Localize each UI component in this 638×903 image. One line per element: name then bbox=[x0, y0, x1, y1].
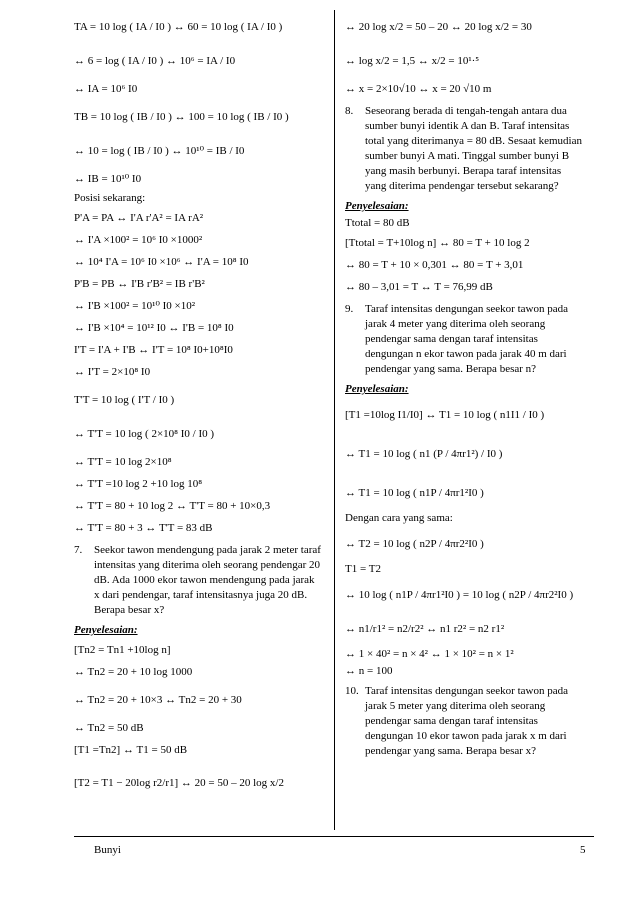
question-10 bbox=[345, 684, 585, 759]
equation-line: ↔ I'B ×100² = 10¹⁰ I0 ×10² bbox=[74, 300, 196, 312]
equation-line: TA = 10 log ( IA / I0 ) ↔ 60 = 10 log ( IA / I0 ) bbox=[74, 21, 283, 33]
equation-line: Dengan cara yang sama: bbox=[345, 512, 453, 524]
question-number: 10. bbox=[345, 685, 359, 697]
question-text: Seekor tawon mendengung pada jarak 2 meter taraf intensitas yang diterima oleh seorang pendengar 20 dB. Ada 1000 ekor tawon mendengung pada jarak x dari pendengar, taraf intensitasnya juga 20 dB. Berapa besar x? bbox=[94, 544, 321, 616]
equation-line: ↔ 80 – 3,01 = T ↔ T = 76,99 dB bbox=[345, 281, 493, 293]
equation-line: ↔ T'T = 10 log ( 2×10⁸ I0 / I0 ) bbox=[74, 428, 215, 440]
equation-line: ↔ 10 log ( n1P / 4πr1²I0 ) = 10 log ( n2P / 4πr2²I0 ) bbox=[345, 589, 574, 601]
equation-line: [Ttotal = T+10log n] ↔ 80 = T + 10 log 2 bbox=[345, 237, 530, 249]
equation-line: [T1 =10log I1/I0] ↔ T1 = 10 log ( n1I1 / I0 ) bbox=[345, 409, 545, 421]
equation-line: ↔ Tn2 = 50 dB bbox=[74, 722, 144, 734]
equation-line: ↔ 1 × 40² = n × 4² ↔ 1 × 10² = n × 1² bbox=[345, 648, 514, 660]
equation-line: ↔ I'B ×10⁴ = 10¹² I0 ↔ I'B = 10⁸ I0 bbox=[74, 322, 234, 334]
equation-line: ↔ 20 log x/2 = 50 – 20 ↔ 20 log x/2 = 30 bbox=[345, 21, 532, 33]
equation-line: T1 = T2 bbox=[345, 563, 381, 575]
equation-line: ↔ IB = 10¹⁰ I0 bbox=[74, 173, 142, 185]
question-text: Taraf intensitas dengungan seekor tawon pada jarak 4 meter yang diterima oleh seorang pendengar sama dengan taraf intensitas dengungan n ekor tawon pada jarak 40 m dari pendengar yang sama. Berapa besar n? bbox=[365, 303, 568, 375]
equation-line: ↔ x = 2×10√10 ↔ x = 20 √10 m bbox=[345, 83, 492, 95]
column-divider bbox=[334, 10, 335, 830]
right-column bbox=[345, 10, 585, 763]
equation-line: ↔ T'T = 80 + 3 ↔ T'T = 83 dB bbox=[74, 522, 213, 534]
equation-line: ↔ n = 100 bbox=[345, 665, 393, 677]
equation-line: ↔ T'T =10 log 2 +10 log 10⁸ bbox=[74, 478, 203, 490]
question-number: 9. bbox=[345, 303, 354, 315]
equation-line: [T1 =Tn2] ↔ T1 = 50 dB bbox=[74, 744, 188, 756]
equation-line: P'A = PA ↔ I'A r'A² = IA rA² bbox=[74, 212, 204, 224]
equation-line: I'T = I'A + I'B ↔ I'T = 10⁸ I0+10⁸I0 bbox=[74, 344, 233, 356]
question-number: 8. bbox=[345, 105, 354, 117]
equation-line: Penyelesaian: bbox=[74, 624, 138, 636]
equation-line: ↔ T1 = 10 log ( n1P / 4πr1²I0 ) bbox=[345, 487, 484, 499]
left-column bbox=[74, 10, 324, 805]
equation-line: TB = 10 log ( IB / I0 ) ↔ 100 = 10 log ( IB / I0 ) bbox=[74, 111, 289, 123]
solution-8 bbox=[345, 198, 585, 298]
equation-line: P'B = PB ↔ I'B r'B² = IB r'B² bbox=[74, 278, 205, 290]
equation-line: ↔ Tn2 = 20 + 10×3 ↔ Tn2 = 20 + 30 bbox=[74, 694, 242, 706]
footer-rule bbox=[74, 836, 594, 837]
equation-line: ↔ T'T = 80 + 10 log 2 ↔ T'T = 80 + 10×0,3 bbox=[74, 500, 271, 512]
right-equations bbox=[345, 10, 585, 100]
question-8 bbox=[345, 104, 585, 194]
page-number: 5 bbox=[580, 844, 586, 856]
equation-line: ↔ 80 = T + 10 × 0,301 ↔ 80 = T + 3,01 bbox=[345, 259, 524, 271]
question-7 bbox=[74, 543, 324, 618]
equation-line: ↔ 6 = log ( IA / I0 ) ↔ 10⁶ = IA / I0 bbox=[74, 55, 236, 67]
equation-line: T'T = 10 log ( I'T / I0 ) bbox=[74, 394, 175, 406]
solution-9 bbox=[345, 381, 585, 680]
equation-line: [Tn2 = Tn1 +10log n] bbox=[74, 644, 171, 656]
question-text: Taraf intensitas dengungan seekor tawon pada jarak 5 meter yang diterima oleh seorang pendengar sama dengan taraf intensitas dengungan 10 ekor tawon pada jarak x m dari pendengar yang sama. Berapa besar x? bbox=[365, 685, 568, 757]
equation-line: ↔ T2 = 10 log ( n2P / 4πr2²I0 ) bbox=[345, 538, 484, 550]
equation-line: ↔ Tn2 = 20 + 10 log 1000 bbox=[74, 666, 193, 678]
equation-line: ↔ T1 = 10 log ( n1 (P / 4πr1²) / I0 ) bbox=[345, 448, 503, 460]
question-text: Seseorang berada di tengah-tengah antara dua sumber bunyi identik A dan B. Taraf intensitas total yang diterimanya = 80 dB. Sesaat kemudian sumber bunyi A mati. Tinggal sumber bunyi B yang masih berbunyi. Berapa taraf intensitas yang diterima pendengar tersebut sekarang? bbox=[365, 105, 582, 192]
equation-line: ↔ 10⁴ I'A = 10⁶ I0 ×10⁶ ↔ I'A = 10⁸ I0 bbox=[74, 256, 249, 268]
question-9 bbox=[345, 302, 585, 377]
equation-line: Posisi sekarang: bbox=[74, 192, 146, 204]
equation-line: ↔ IA = 10⁶ I0 bbox=[74, 83, 138, 95]
equation-line: [T2 = T1 − 20log r2/r1] ↔ 20 = 50 – 20 log x/2 bbox=[74, 777, 284, 789]
equation-line: Ttotal = 80 dB bbox=[345, 217, 410, 229]
equation-line: ↔ n1/r1² = n2/r2² ↔ n1 r2² = n2 r1² bbox=[345, 623, 505, 635]
footer-chapter: Bunyi bbox=[94, 844, 121, 856]
solution-7 bbox=[74, 622, 324, 805]
left-equations bbox=[74, 10, 324, 539]
equation-line: ↔ I'T = 2×10⁸ I0 bbox=[74, 366, 151, 378]
equation-line: Penyelesaian: bbox=[345, 200, 409, 212]
equation-line: ↔ log x/2 = 1,5 ↔ x/2 = 10¹·⁵ bbox=[345, 55, 480, 67]
equation-line: ↔ T'T = 10 log 2×10⁸ bbox=[74, 456, 172, 468]
question-number: 7. bbox=[74, 544, 83, 556]
equation-line: ↔ I'A ×100² = 10⁶ I0 ×1000² bbox=[74, 234, 203, 246]
equation-line: ↔ 10 = log ( IB / I0 ) ↔ 10¹⁰ = IB / I0 bbox=[74, 145, 245, 157]
equation-line: Penyelesaian: bbox=[345, 383, 409, 395]
